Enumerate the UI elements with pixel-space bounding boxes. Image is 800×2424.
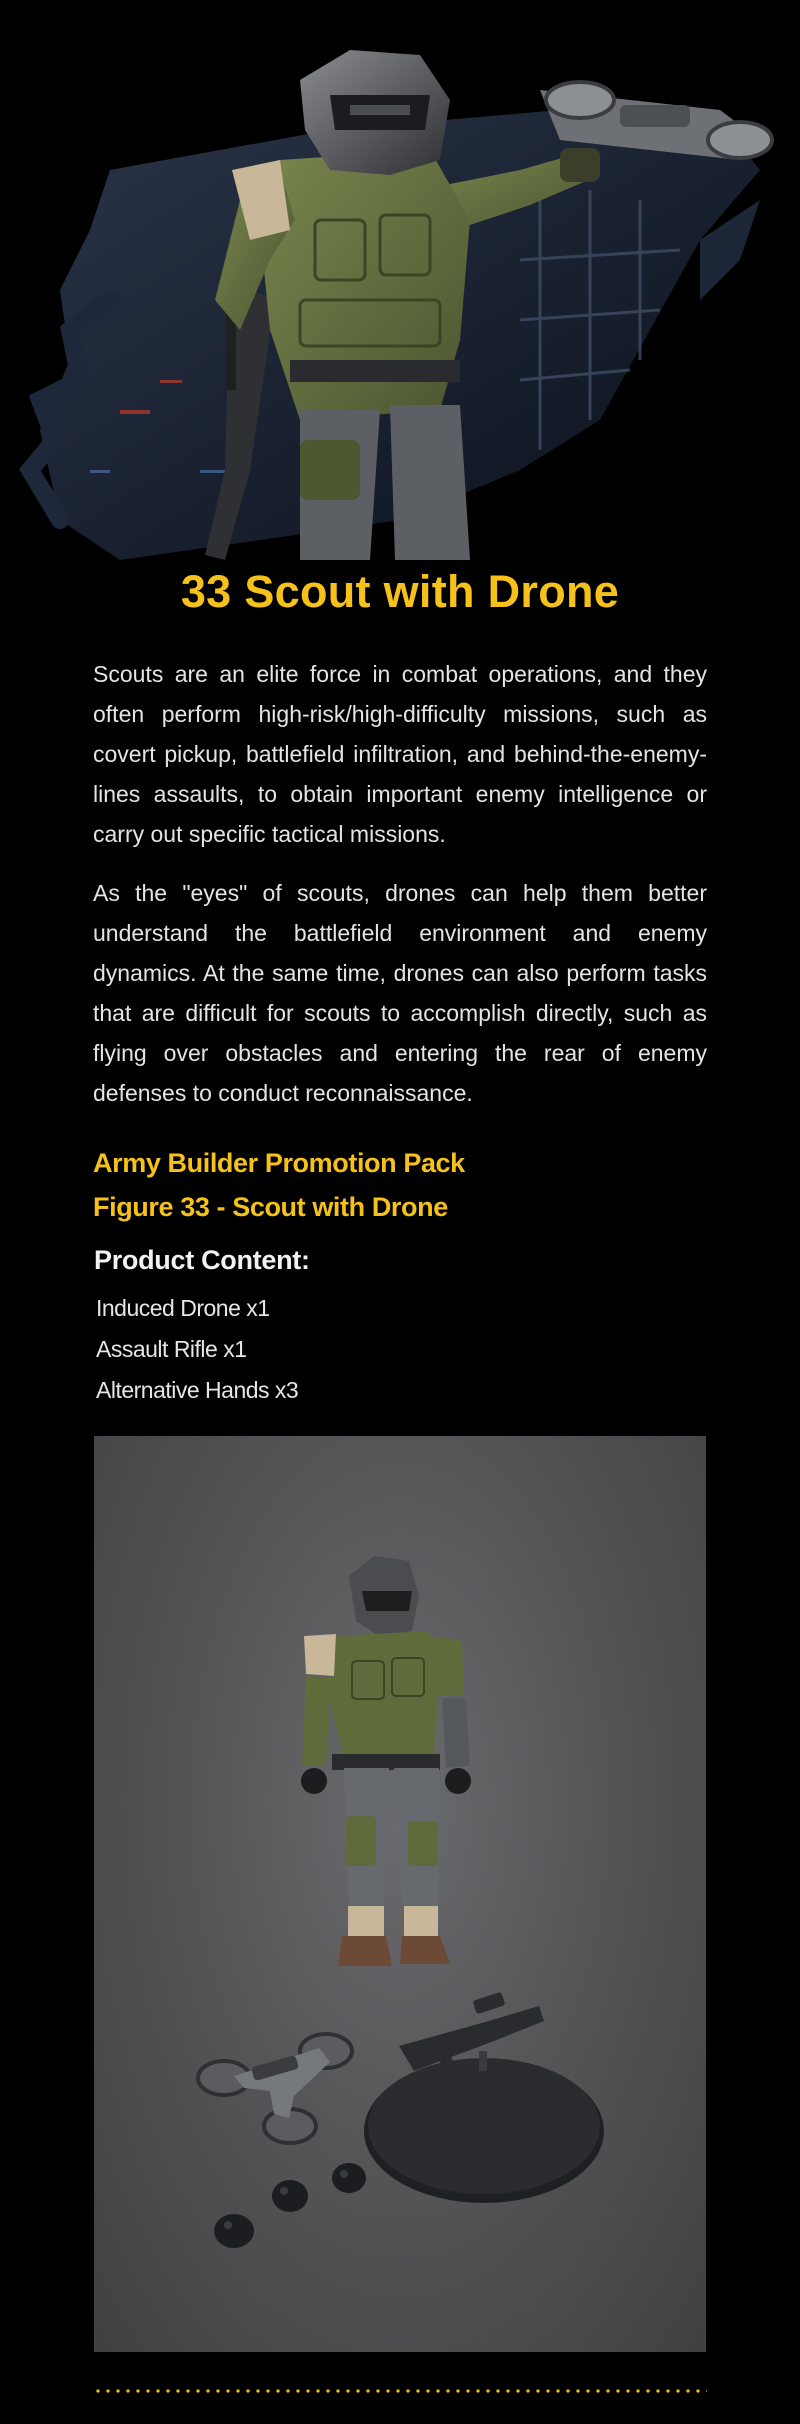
list-item: Alternative Hands x3 [96, 1377, 299, 1403]
list-item: Assault Rifle x1 [96, 1336, 247, 1362]
product-content-heading: Product Content: [94, 1245, 310, 1275]
list-item: Induced Drone x1 [96, 1295, 270, 1321]
dotted-divider [93, 2389, 707, 2393]
description-paragraph-2: As the "eyes" of scouts, drones can help them better understand the battlefield environment and enemy dynamics. At the same time, drones can also perform tasks that are difficult for scouts to accomplish directly, such as flying over obstacles and entering the rear of enemy defenses to conduct reconnaissance. [93, 880, 707, 1106]
product-photo [94, 1436, 706, 2352]
promo-pack-label: Army Builder Promotion Pack [93, 1148, 465, 1178]
product-content-list [96, 1288, 298, 1411]
product-title: 33 Scout with Drone [180, 566, 620, 617]
figure-label: Figure 33 - Scout with Drone [93, 1192, 448, 1222]
description-paragraph-1: Scouts are an elite force in combat operations, and they often perform high-risk/high-difficulty missions, such as covert pickup, battlefield infiltration, and behind-the-enemy-lines assaults, to obtain important enemy intelligence or carry out specific tactical missions. [93, 661, 707, 847]
hero-image [0, 0, 800, 610]
